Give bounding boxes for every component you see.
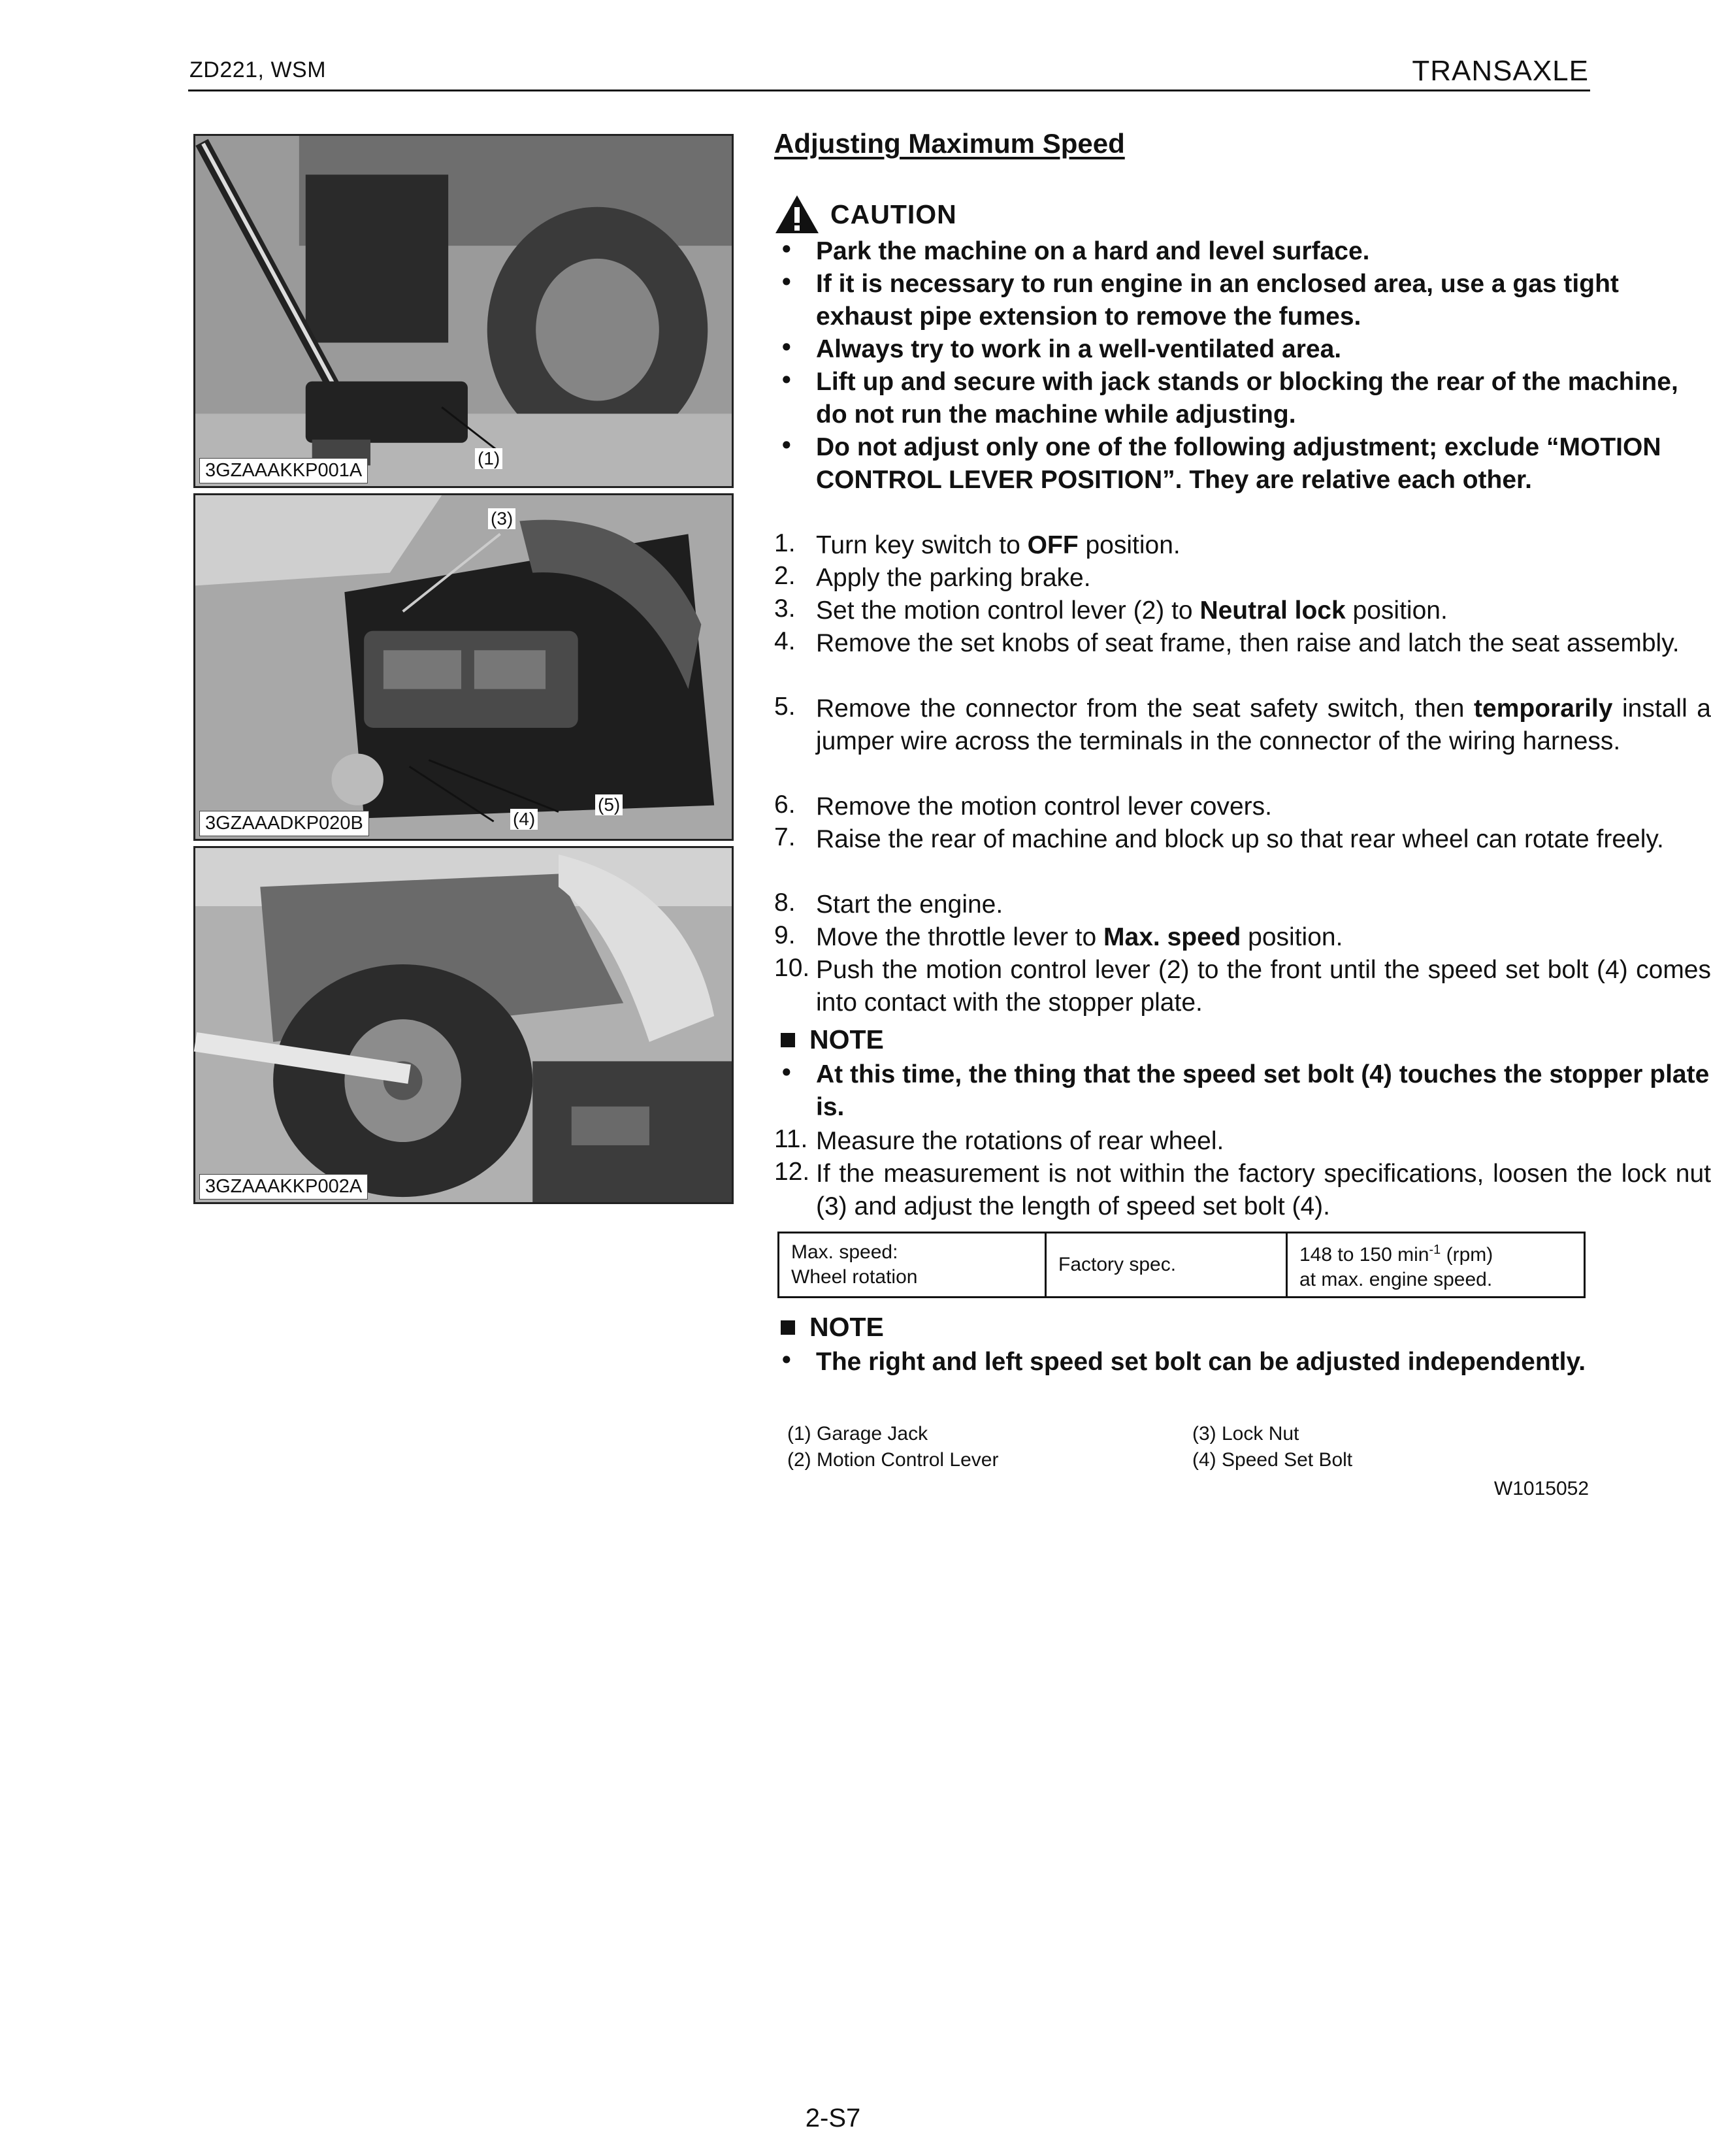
- photo-garage-jack: [195, 136, 732, 486]
- header-manual-id: ZD221, WSM: [189, 57, 327, 82]
- caution-label: CAUTION: [830, 199, 957, 229]
- page-number: 2-S7: [805, 2104, 861, 2132]
- photo-rear-wheel: [195, 848, 732, 1202]
- note-label: NOTE: [809, 1024, 884, 1054]
- note-square-icon: [781, 1033, 795, 1047]
- figure-speed-set-bolt: [193, 493, 734, 841]
- figure-garage-jack: [193, 134, 734, 488]
- header-rule: [188, 90, 1590, 91]
- callout-4: (4): [510, 809, 538, 830]
- factory-spec-table: [777, 1232, 1586, 1298]
- legend-item: (3) Lock Nut: [1192, 1423, 1299, 1445]
- figure-id: 3GZAAAKKP002A: [199, 1174, 368, 1200]
- legend-item: (1) Garage Jack: [787, 1423, 928, 1445]
- spec-item-cell: Max. speed: Wheel rotation: [779, 1233, 1046, 1298]
- callout-5: (5): [595, 794, 623, 815]
- section-title: Adjusting Maximum Speed: [774, 128, 1125, 159]
- photo-speed-set-bolt: [195, 495, 732, 839]
- document-code: W1015052: [1493, 1478, 1589, 1499]
- callout-3: (3): [488, 508, 515, 529]
- figure-rear-wheel: [193, 846, 734, 1204]
- note-square-icon: [781, 1320, 795, 1335]
- note-heading: [781, 1024, 884, 1055]
- spec-value-cell: 148 to 150 $\min^{-1} (rpm)$ at max. engine speed.: [1287, 1233, 1585, 1298]
- spec-type-cell: Factory spec.: [1046, 1233, 1287, 1298]
- header-section: TRANSAXLE: [1412, 55, 1589, 87]
- warning-triangle-icon: [774, 194, 820, 235]
- note-label: NOTE: [809, 1312, 884, 1342]
- legend-item: (2) Motion Control Lever: [787, 1449, 999, 1471]
- figure-id: 3GZAAAKKP001A: [199, 458, 368, 483]
- callout-1: (1): [475, 448, 502, 469]
- legend-item: (4) Speed Set Bolt: [1192, 1449, 1353, 1471]
- figure-id: 3GZAAADKP020B: [199, 811, 369, 836]
- note-heading: [781, 1312, 884, 1343]
- caution-heading: [774, 193, 957, 235]
